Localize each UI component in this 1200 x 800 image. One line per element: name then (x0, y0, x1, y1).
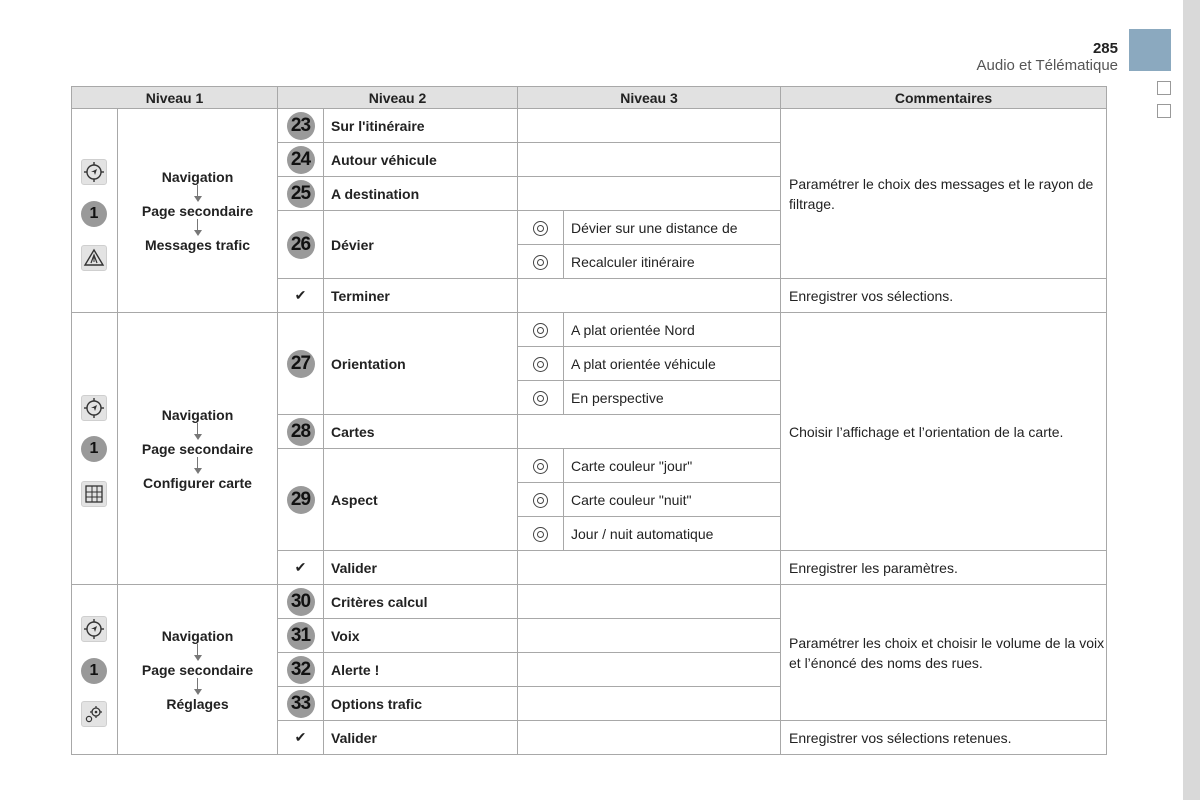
level3-empty (518, 585, 781, 619)
radio-cell (518, 245, 564, 279)
level3-empty (518, 721, 781, 755)
level2-item: Cartes (324, 415, 518, 449)
level1-nav-path (118, 109, 278, 313)
level3-empty (518, 177, 781, 211)
nav-path-step: Configurer carte (143, 474, 252, 491)
item-number-cell (278, 177, 324, 211)
item-number-badge: 24 (287, 146, 315, 174)
chapter-tab (1129, 29, 1171, 71)
level2-item: Options trafic (324, 687, 518, 721)
column-header-niveau-2: Niveau 2 (278, 87, 518, 109)
level3-option: Jour / nuit automatique (564, 517, 781, 551)
level3-empty (518, 551, 781, 585)
level3-option: A plat orientée Nord (564, 313, 781, 347)
map-icon (81, 481, 107, 507)
traffic-warning-icon (81, 245, 107, 271)
comment-cell: Enregistrer les paramètres. (781, 551, 1107, 585)
level2-item: Orientation (324, 313, 518, 415)
level1-icons-cell (72, 313, 118, 585)
navigation-icon (81, 159, 107, 185)
item-number-badge: 33 (287, 690, 315, 718)
nav-path-step: Navigation (161, 627, 234, 644)
table-row (72, 313, 1107, 347)
radio-option-icon (533, 527, 548, 542)
level3-option: Carte couleur "nuit" (564, 483, 781, 517)
level2-item: Dévier (324, 211, 518, 279)
radio-option-icon (533, 391, 548, 406)
level2-item: Autour véhicule (324, 143, 518, 177)
radio-cell (518, 347, 564, 381)
down-arrow-icon (193, 644, 203, 662)
item-number-badge: 23 (287, 112, 315, 140)
page-number: 285 (1092, 40, 1118, 57)
column-header-niveau-1: Niveau 1 (72, 87, 278, 109)
level2-item: Valider (324, 551, 518, 585)
navigation-icon (81, 395, 107, 421)
table-row (72, 109, 1107, 143)
comment-cell: Paramétrer les choix et choisir le volume de la voix et l’énoncé des noms des rues. (781, 585, 1107, 721)
settings-table (71, 86, 1107, 755)
table-row (72, 585, 1107, 619)
number-one-icon: 1 (81, 436, 107, 462)
item-number-cell (278, 687, 324, 721)
item-number-cell (278, 313, 324, 415)
nav-path-step: Navigation (161, 406, 234, 423)
nav-path-step: Messages trafic (144, 236, 251, 253)
level3-empty (518, 415, 781, 449)
level3-option: Dévier sur une distance de (564, 211, 781, 245)
nav-path-step: Page secondaire (141, 202, 254, 219)
item-number-badge: 32 (287, 656, 315, 684)
level3-option: En perspective (564, 381, 781, 415)
radio-cell (518, 449, 564, 483)
item-number-badge: 29 (287, 486, 315, 514)
level1-nav-path (118, 313, 278, 585)
settings-icon (81, 701, 107, 727)
level2-item: Valider (324, 721, 518, 755)
nav-path-step: Réglages (166, 695, 229, 712)
nav-path-step: Page secondaire (141, 661, 254, 678)
radio-option-icon (533, 255, 548, 270)
page-edge-strip (1183, 0, 1200, 800)
item-number-cell (278, 143, 324, 177)
down-arrow-icon (193, 219, 203, 237)
nav-path-step: Navigation (161, 168, 234, 185)
radio-cell (518, 483, 564, 517)
number-one-icon: 1 (81, 658, 107, 684)
chapter-marker-box (1157, 104, 1171, 118)
number-one-icon: 1 (81, 201, 107, 227)
level2-item: Critères calcul (324, 585, 518, 619)
radio-cell (518, 381, 564, 415)
level2-item: Terminer (324, 279, 518, 313)
level1-icons-cell (72, 585, 118, 755)
level1-nav-path (118, 585, 278, 755)
level3-empty (518, 619, 781, 653)
level3-option: Carte couleur "jour" (564, 449, 781, 483)
item-number-cell (278, 449, 324, 551)
level2-item: Sur l'itinéraire (324, 109, 518, 143)
radio-option-icon (533, 357, 548, 372)
item-number-cell (278, 109, 324, 143)
down-arrow-icon (193, 423, 203, 441)
radio-cell (518, 313, 564, 347)
down-arrow-icon (193, 185, 203, 203)
level3-empty (518, 279, 781, 313)
level3-empty (518, 653, 781, 687)
comment-cell: Enregistrer vos sélections. (781, 279, 1107, 313)
radio-option-icon (533, 323, 548, 338)
column-header-commentaires: Commentaires (781, 87, 1107, 109)
level2-item: Aspect (324, 449, 518, 551)
item-number-badge: 25 (287, 180, 315, 208)
section-title: Audio et Télématique (976, 57, 1118, 74)
item-number-badge: 28 (287, 418, 315, 446)
radio-option-icon (533, 493, 548, 508)
level2-item: A destination (324, 177, 518, 211)
nav-path-step: Page secondaire (141, 440, 254, 457)
level3-option: A plat orientée véhicule (564, 347, 781, 381)
item-number-cell (278, 415, 324, 449)
level3-empty (518, 109, 781, 143)
item-number-badge: 27 (287, 350, 315, 378)
item-number-cell (278, 653, 324, 687)
level3-empty (518, 687, 781, 721)
item-number-cell (278, 619, 324, 653)
navigation-icon (81, 616, 107, 642)
level2-item: Alerte ! (324, 653, 518, 687)
comment-cell: Choisir l’affichage et l’orientation de la carte. (781, 313, 1107, 551)
table-header-row (72, 87, 1107, 109)
checkmark-icon: ✔ (278, 551, 324, 585)
item-number-badge: 30 (287, 588, 315, 616)
item-number-cell (278, 585, 324, 619)
radio-option-icon (533, 221, 548, 236)
level3-empty (518, 143, 781, 177)
chapter-marker-box (1157, 81, 1171, 95)
down-arrow-icon (193, 457, 203, 475)
item-number-badge: 26 (287, 231, 315, 259)
radio-cell (518, 517, 564, 551)
item-number-cell (278, 211, 324, 279)
checkmark-icon: ✔ (278, 721, 324, 755)
radio-cell (518, 211, 564, 245)
comment-cell: Paramétrer le choix des messages et le rayon de filtrage. (781, 109, 1107, 279)
checkmark-icon: ✔ (278, 279, 324, 313)
radio-option-icon (533, 459, 548, 474)
item-number-badge: 31 (287, 622, 315, 650)
level1-icons-cell (72, 109, 118, 313)
column-header-niveau-3: Niveau 3 (518, 87, 781, 109)
down-arrow-icon (193, 678, 203, 696)
level2-item: Voix (324, 619, 518, 653)
level3-option: Recalculer itinéraire (564, 245, 781, 279)
comment-cell: Enregistrer vos sélections retenues. (781, 721, 1107, 755)
